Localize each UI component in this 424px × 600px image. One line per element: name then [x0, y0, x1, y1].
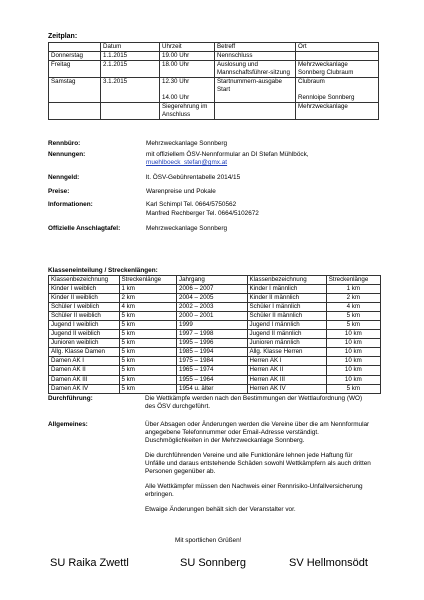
- klassen-cell: 1997 – 1998: [177, 330, 248, 339]
- klassen-cell: Schüler I weiblich: [49, 303, 120, 312]
- klassen-cell: 5 km: [119, 384, 177, 393]
- klassen-cell: 2 km: [119, 294, 177, 303]
- klassen-cell: Junioren weiblich: [49, 339, 120, 348]
- allgemeines-paragraph-4: Etwaige Änderungen behält sich der Veranstalter vor.: [145, 506, 296, 513]
- klassen-row: [49, 348, 381, 357]
- klassen-cell: 5 km: [119, 348, 177, 357]
- klassen-cell: 4 km: [326, 303, 380, 312]
- zeitplan-row: [49, 61, 379, 78]
- klassen-cell: Kinder I männlich: [247, 285, 326, 294]
- informationen-label: Informationen:: [48, 201, 93, 208]
- zeitplan-table: [48, 42, 379, 120]
- klassen-row: [49, 294, 381, 303]
- zeitplan-cell: Uhrzeit: [160, 43, 215, 52]
- klassen-cell: 5 km: [119, 312, 177, 321]
- klassen-cell: 5 km: [326, 384, 380, 393]
- zeitplan-cell: 2.1.2015: [101, 61, 160, 78]
- klassen-cell: 1995 – 1996: [177, 339, 248, 348]
- nennungen-label: Nennungen:: [48, 151, 86, 158]
- klassen-row: [49, 312, 381, 321]
- klassen-cell: 1999: [177, 321, 248, 330]
- zeitplan-header-row: [49, 43, 379, 52]
- klassen-cell: 2002 – 2003: [177, 303, 248, 312]
- klassen-row: [49, 384, 381, 393]
- zeitplan-cell: Datum: [101, 43, 160, 52]
- nennungen-email-link[interactable]: muehlboeck_stefan@gmx.at: [146, 159, 228, 166]
- zeitplan-cell: [49, 103, 101, 120]
- zeitplan-cell: Ort: [296, 43, 379, 52]
- klassen-cell: 10 km: [326, 366, 380, 375]
- zeitplan-cell: Freitag: [49, 61, 101, 78]
- zeitplan-cell: 18.00 Uhr: [160, 61, 215, 78]
- allgemeines-paragraph-1: Über Absagen oder Änderungen werden die Vereine über die am Nennformular angegebene Telefonnummer oder Email-Adresse verständigt. Duschmöglichkeiten in der Mehrzweckanlage Sonnberg.: [145, 421, 370, 444]
- klassen-cell: Jugend I weiblich: [49, 321, 120, 330]
- zeitplan-row: [49, 78, 379, 103]
- klassen-cell: 5 km: [119, 339, 177, 348]
- klassen-cell: Allg. Klasse Damen: [49, 348, 120, 357]
- klassen-cell: 1975 – 1984: [177, 357, 248, 366]
- nennungen-value: mit offiziellem ÖSV-Nennformular an DI Stefan Mühlböck,: [146, 151, 309, 158]
- rennbuero-value: Mehrzweckanlage Sonnberg: [146, 140, 227, 147]
- klassen-cell: 10 km: [326, 357, 380, 366]
- zeitplan-cell: [215, 103, 296, 120]
- klassen-cell: 1 km: [326, 285, 380, 294]
- klassen-cell: Jugend II weiblich: [49, 330, 120, 339]
- klassen-cell: Jugend II männlich: [247, 330, 326, 339]
- klassen-row: [49, 339, 381, 348]
- klassen-cell: 10 km: [326, 339, 380, 348]
- klassen-cell: 5 km: [119, 375, 177, 384]
- informationen-line-1: Karl Schimpl Tel. 0664/5750562: [146, 201, 237, 208]
- zeitplan-cell: Betreff: [215, 43, 296, 52]
- allgemeines-paragraph-3: Alle Wettkämpfer müssen den Nachweis einer Rennrisiko-Unfallversicherung erbringen.: [145, 483, 363, 498]
- klassen-row: [49, 321, 381, 330]
- allgemeines-text: [145, 421, 373, 521]
- zeitplan-row: [49, 52, 379, 61]
- nenngeld-value: lt. ÖSV-Gebührentabelle 2014/15: [146, 174, 241, 181]
- anschlagtafel-value: Mehrzweckanlage Sonnberg: [146, 225, 227, 232]
- klassen-cell: 2006 – 2007: [177, 285, 248, 294]
- klassen-header-cell: Streckenlänge: [326, 276, 380, 285]
- club-name-1: SU Raika Zwettl: [50, 557, 129, 569]
- klassen-cell: 5 km: [119, 366, 177, 375]
- zeitplan-cell: [49, 43, 101, 52]
- klassen-cell: 5 km: [119, 330, 177, 339]
- zeitplan-cell: Donnerstag: [49, 52, 101, 61]
- allgemeines-label: Allgemeines:: [48, 421, 88, 428]
- rennbuero-label: Rennbüro:: [48, 140, 81, 147]
- klassen-cell: Herren AK II: [247, 366, 326, 375]
- klassen-cell: 1954 u. älter: [177, 384, 248, 393]
- preise-label: Preise:: [48, 188, 70, 195]
- club-name-3: SV Hellmonsödt: [289, 557, 368, 569]
- klassen-cell: Schüler II weiblich: [49, 312, 120, 321]
- klassen-cell: Damen AK III: [49, 375, 120, 384]
- zeitplan-cell: Samstag: [49, 78, 101, 103]
- klassen-cell: 1985 – 1994: [177, 348, 248, 357]
- zeitplan-cell: [101, 103, 160, 120]
- klassen-cell: Jugend I männlich: [247, 321, 326, 330]
- klassen-cell: 2 km: [326, 294, 380, 303]
- klassen-cell: 4 km: [119, 303, 177, 312]
- klassen-row: [49, 285, 381, 294]
- klassen-cell: 1 km: [119, 285, 177, 294]
- klassen-cell: 10 km: [326, 375, 380, 384]
- klassen-cell: Herren AK IV: [247, 384, 326, 393]
- klassen-cell: Allg. Klasse Herren: [247, 348, 326, 357]
- zeitplan-cell: Siegerehrung im Anschluss: [160, 103, 215, 120]
- klassen-cell: Schüler I männlich: [247, 303, 326, 312]
- klassen-cell: Damen AK II: [49, 366, 120, 375]
- klassen-cell: 5 km: [119, 321, 177, 330]
- club-name-2: SU Sonnberg: [180, 557, 247, 569]
- zeitplan-title: Zeitplan:: [48, 33, 78, 40]
- klassen-row: [49, 357, 381, 366]
- zeitplan-cell: [296, 52, 379, 61]
- zeitplan-cell: Auslosung und Mannschaftsführer-sitzung: [215, 61, 296, 78]
- zeitplan-cell: Nennschluss: [215, 52, 296, 61]
- klassen-cell: Schüler II männlich: [247, 312, 326, 321]
- closing-greeting: Mit sportlichen Grüßen!: [175, 537, 242, 544]
- klassen-table: [48, 275, 381, 394]
- preise-value: Warenpreise und Pokale: [146, 188, 216, 195]
- nenngeld-label: Nenngeld:: [48, 174, 80, 181]
- informationen-line-2: Manfred Rechberger Tel. 0664/5102672: [146, 210, 259, 217]
- klassen-cell: 10 km: [326, 348, 380, 357]
- allgemeines-paragraph-2: Die durchführenden Vereine und alle Funktionäre lehnen jede Haftung für Unfälle und daraus entstehende Schäden sowohl Wettkämpfern als auch dritten Personen gegenüber ab.: [145, 452, 371, 475]
- klassen-row: [49, 303, 381, 312]
- zeitplan-cell: Mehrzweckanlage Sonnberg Clubraum: [296, 61, 379, 78]
- klassen-cell: Damen AK IV: [49, 384, 120, 393]
- zeitplan-cell: 3.1.2015: [101, 78, 160, 103]
- zeitplan-cell: 1.1.2015: [101, 52, 160, 61]
- zeitplan-cell: Mehrzweckanlage: [296, 103, 379, 120]
- zeitplan-cell: Startnummern-ausgabe Start: [215, 78, 296, 103]
- klassen-cell: 2000 – 2001: [177, 312, 248, 321]
- durchfuehrung-text: Die Wettkämpfe werden nach den Bestimmungen der Wettlaufordnung (WO) des ÖSV durchgeführt.: [145, 395, 363, 410]
- zeitplan-row: [49, 103, 379, 120]
- klassen-cell: Kinder II weiblich: [49, 294, 120, 303]
- durchfuehrung-label: Durchführung:: [48, 395, 93, 402]
- klassen-cell: Kinder II männlich: [247, 294, 326, 303]
- klassen-header-cell: Streckenlänge: [119, 276, 177, 285]
- anschlagtafel-label: Offizielle Anschlagtafel:: [48, 225, 121, 232]
- klassen-row: [49, 330, 381, 339]
- klassen-cell: 1955 – 1964: [177, 375, 248, 384]
- klassen-cell: 10 km: [326, 330, 380, 339]
- klassen-header-cell: Jahrgang: [177, 276, 248, 285]
- klassen-cell: 5 km: [326, 321, 380, 330]
- klassen-cell: 1965 – 1974: [177, 366, 248, 375]
- zeitplan-cell: 12.30 Uhr 14.00 Uhr: [160, 78, 215, 103]
- klassen-cell: 5 km: [326, 312, 380, 321]
- zeitplan-cell: 19.00 Uhr: [160, 52, 215, 61]
- klassen-cell: Kinder I weiblich: [49, 285, 120, 294]
- klassen-cell: Herren AK I: [247, 357, 326, 366]
- klassen-row: [49, 366, 381, 375]
- klassen-cell: Damen AK I: [49, 357, 120, 366]
- klassen-row: [49, 375, 381, 384]
- klassen-header-cell: Klassenbezeichnung: [247, 276, 326, 285]
- klassen-cell: Herren AK III: [247, 375, 326, 384]
- klassen-cell: 5 km: [119, 357, 177, 366]
- klassen-title: Klasseneinteilung / Streckenlängen:: [48, 267, 158, 274]
- klassen-header-row: [49, 276, 381, 285]
- klassen-cell: Junioren männlich: [247, 339, 326, 348]
- klassen-cell: 2004 – 2005: [177, 294, 248, 303]
- zeitplan-cell: Clubraum Rennloipe Sonnberg: [296, 78, 379, 103]
- klassen-header-cell: Klassenbezeichnung: [49, 276, 120, 285]
